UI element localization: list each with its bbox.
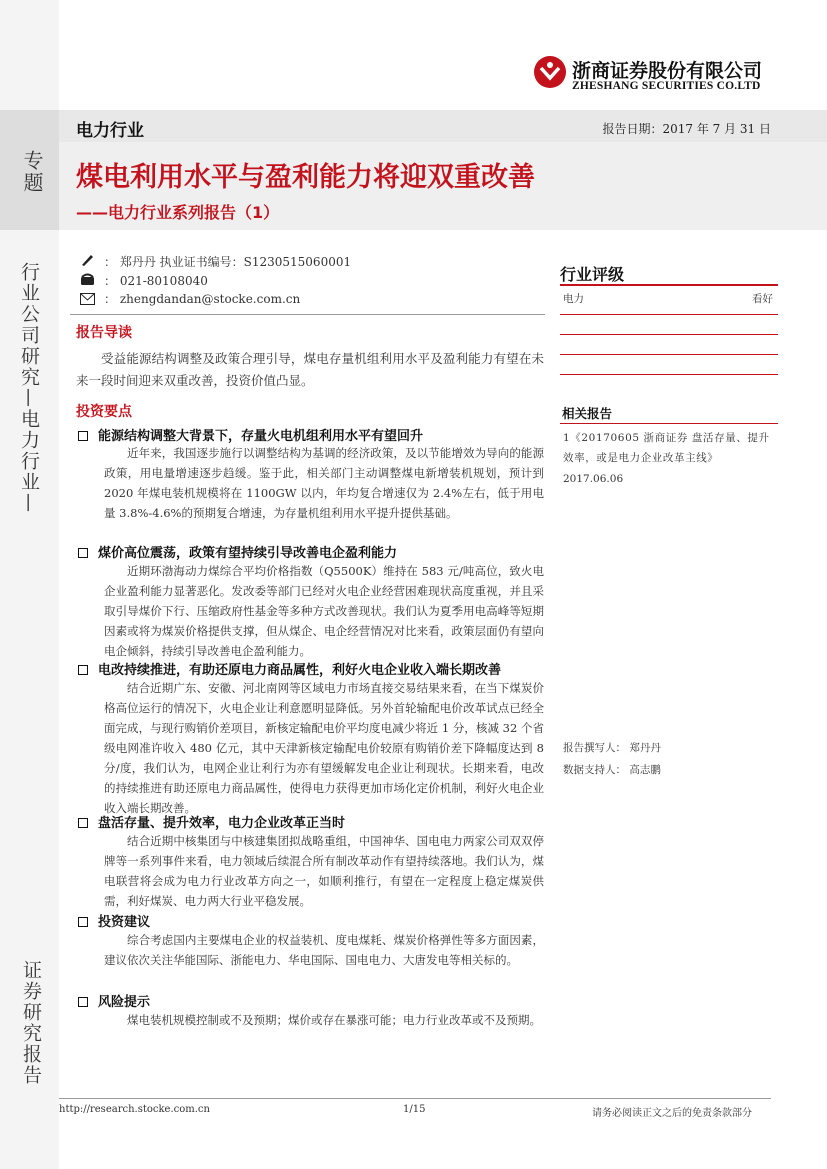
sidebar-tag-topic: 专题: [20, 150, 44, 194]
points-heading: 投资要点: [76, 404, 132, 420]
analyst-name: ： 郑丹丹 执业证书编号：S1230515060001: [104, 255, 352, 269]
sidebar-tag-report: 证券研究报告: [20, 960, 42, 1086]
footer-url[interactable]: http://research.stocke.com.cn: [59, 1104, 210, 1115]
point-5-title-row: [78, 911, 150, 930]
point-6-checkbox-icon: [78, 997, 88, 1007]
point-1-title-row: [78, 425, 423, 444]
point-6-title-row: [78, 991, 150, 1010]
related-report-date: 2017.06.06: [563, 473, 624, 485]
company-name-en: ZHESHANG SECURITIES CO.LTD: [572, 80, 761, 92]
data-supporter: 数据支持人： 高志鹏: [563, 764, 661, 776]
rating-value: 看好: [752, 293, 773, 305]
point-2-text: 近期环渤海动力煤综合平均价格指数（Q5500K）维持在 583 元/吨高位，致火电企业盈利能力显著恶化。发改委等部门已经对火电企业经营困难现状高度重视，并且采取引导煤价下行、压缩政府性基金等多种方式改善现状。我们认为夏季用电高峰等短期因素或将为煤炭价格提供支撑，但从煤企、电企经营情况对比来看，政策层面仍有望向电企倾斜，持续引导改善电企盈利能力。: [104, 564, 544, 658]
rating-divider: [560, 284, 778, 286]
page-title: 煤电利用水平与盈利能力将迎双重改善: [76, 162, 535, 193]
point-3-checkbox-icon: [78, 665, 88, 675]
rating-industry: 电力: [563, 293, 584, 305]
report-writer: 报告撰写人： 郑丹丹: [563, 742, 661, 754]
point-4-text: 结合近期中核集团与中核建集团拟战略重组，中国神华、国电电力两家公司双双停牌等一系列事件来看，电力领域后续混合所有制改革动作有望持续落地。我们认为，煤电联营将会成为电力行业改革方向之一，如顺利推行，有望在一定程度上稳定煤炭供需，利好煤炭、电力两大行业平稳发展。: [104, 834, 544, 908]
rating-heading: 行业评级: [560, 265, 625, 284]
point-3-title: 电改持续推进，有助还原电力商品属性，利好火电企业收入端长期改善: [98, 663, 502, 678]
point-5-checkbox-icon: [78, 917, 88, 927]
rating-line-1: [560, 314, 778, 315]
point-4-title-row: [78, 812, 345, 831]
footer-page-number: 1/15: [403, 1104, 426, 1115]
intro-heading: 报告导读: [76, 325, 132, 341]
footer-divider: [59, 1098, 771, 1099]
point-1-title: 能源结构调整大背景下，存量火电机组利用水平有望回升: [98, 429, 424, 444]
industry-label: 电力行业: [76, 121, 144, 141]
point-2-checkbox-icon: [78, 548, 88, 558]
footer-disclaimer: 请务必阅读正文之后的免责条款部分: [592, 1108, 752, 1119]
point-5-title: 投资建议: [98, 915, 151, 930]
logo-mark-icon: [534, 56, 566, 88]
sidebar-tag-category: 行业公司研究—电力行业—: [18, 262, 40, 514]
point-1-text: 近年来，我国逐步施行以调整结构为基调的经济政策，及以节能增效为导向的能源政策，用电量增速逐步趋缓。鉴于此，相关部门主动调整煤电新增装机规划，预计到 2020 年煤电装机规模将在 1100GW 以内，年均复合增速仅为 2.4%左右，低于用电量 3.8%-4.6%的预期复合增速，为存量机组利用水平提升提供基础。: [104, 446, 544, 520]
intro-divider: [70, 314, 545, 315]
envelope-icon: [80, 290, 95, 309]
related-report-item[interactable]: 1《20170605 浙商证券 盘活存量、提升效率，或是电力企业改革主线》: [563, 432, 770, 464]
point-1-checkbox-icon: [78, 431, 88, 441]
company-name-cn: 浙商证券股份有限公司: [572, 60, 763, 82]
rating-line-2: [560, 334, 778, 335]
company-logo: [534, 56, 566, 88]
report-date: 报告日期：2017 年 7 月 31 日: [602, 122, 771, 136]
intro-text: 受益能源结构调整及政策合理引导，煤电存量机组利用水平及盈利能力有望在未来一段时间迎来双重改善，投资价值凸显。: [76, 351, 544, 388]
related-divider: [560, 423, 778, 424]
point-5-text: 综合考虑国内主要煤电企业的权益装机、度电煤耗、煤炭价格弹性等多方面因素，建议依次关注华能国际、浙能电力、华电国际、国电电力、大唐发电等相关标的。: [104, 933, 544, 967]
analyst-email[interactable]: [104, 290, 300, 307]
phone-icon: [80, 271, 95, 290]
rating-line-4: [560, 374, 778, 375]
point-6-text: 煤电装机规模控制或不及预期；煤价或存在暴涨可能；电力行业改革或不及预期。: [127, 1013, 541, 1027]
analyst-email-text[interactable]: ： zhengdandan@stocke.com.cn: [104, 292, 301, 306]
rating-line-3: [560, 354, 778, 355]
point-3-text: 结合近期广东、安徽、河北南网等区域电力市场直接交易结果来看，在当下煤炭价格高位运行的情况下，火电企业让利意愿明显降低。另外首轮输配电价改革试点已经全面完成，与现行购销价差项目，新核定输配电价平均度电减少将近 1 分，核减 32 个省级电网准许收入 480 亿元，其中天津新核定输配电价较原有购销价差下降幅度达到 8 分/度，我们认为，电网企业让利行为亦有望缓解发电企业让利现状。长期来看，电改的持续推进有助还原电力商品属性，使得电力获得更加市场化定价机制，利好火电企业收入端长期改善。: [104, 681, 544, 815]
point-6-title: 风险提示: [98, 995, 151, 1010]
analyst-phone: ： 021-80108040: [104, 274, 208, 288]
point-2-title-row: [78, 542, 397, 561]
point-4-title: 盘活存量、提升效率，电力企业改革正当时: [98, 816, 346, 831]
page-subtitle: ——电力行业系列报告（1）: [76, 203, 280, 222]
pen-icon: [80, 252, 95, 271]
point-3-title-row: [78, 659, 501, 678]
point-2-title: 煤价高位震荡，政策有望持续引导改善电企盈利能力: [98, 546, 398, 561]
point-4-checkbox-icon: [78, 818, 88, 828]
related-heading: 相关报告: [562, 406, 613, 421]
